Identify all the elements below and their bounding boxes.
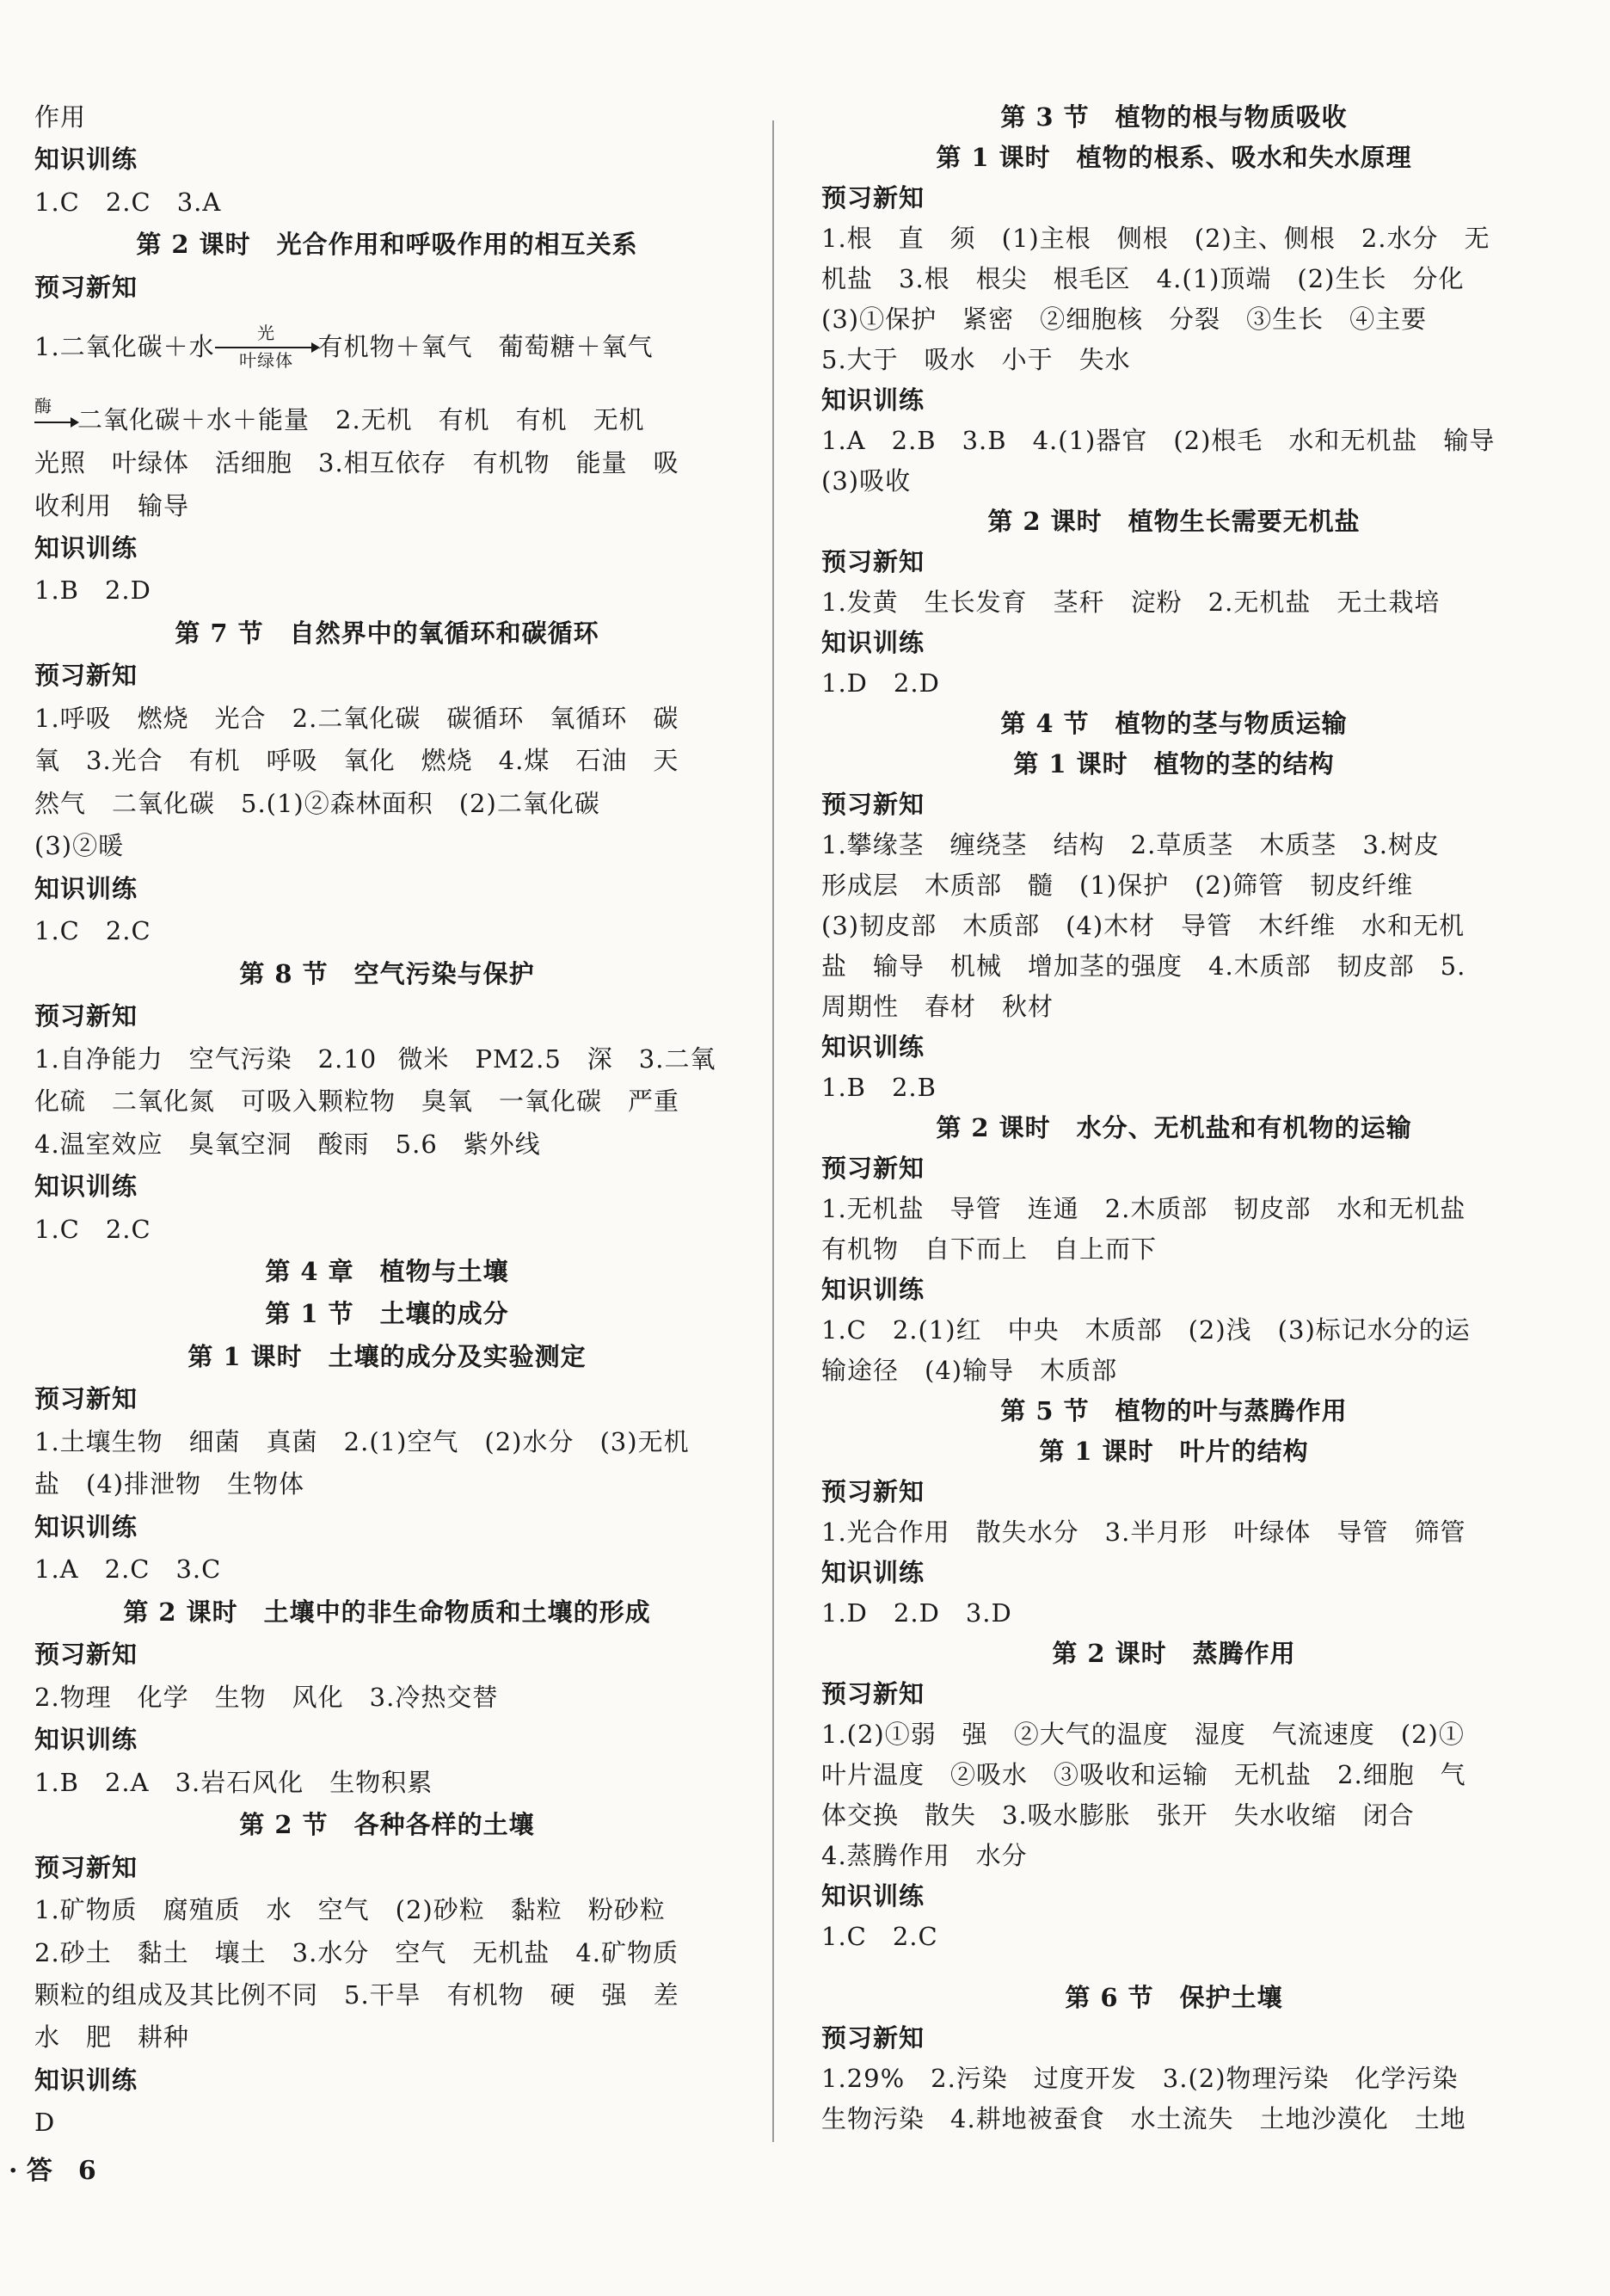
- equation-right: 二氧化碳＋水＋能量 2.无机 有机 有机 无机: [77, 405, 645, 434]
- section-label: 知识训练: [34, 2065, 138, 2095]
- section-heading: 第 7 节 自然界中的氧循环和碳循环: [175, 619, 599, 648]
- section-label: 预习新知: [34, 1853, 138, 1882]
- answer-line: 然气 二氧化碳 5.(1)②森林面积 (2)二氧化碳: [34, 789, 600, 818]
- arrow-line: [34, 422, 77, 423]
- section-label: 预习新知: [821, 547, 925, 576]
- answer-line: 2.砂土 黏土 壤土 3.水分 空气 无机盐 4.矿物质: [34, 1938, 679, 1967]
- answer-line: 1.C 2.C: [34, 916, 151, 945]
- answer-line: 1.C 2.C 3.A: [34, 188, 222, 217]
- answer-line: 1.无机盐 导管 连通 2.木质部 韧皮部 水和无机盐: [821, 1194, 1466, 1223]
- section-heading: 第 2 节 各种各样的土壤: [239, 1810, 535, 1839]
- answer-line: 形成层 木质部 髓 (1)保护 (2)筛管 韧皮纤维: [821, 871, 1414, 900]
- equation-left: 1.二氧化碳＋水: [34, 332, 215, 361]
- section-label: 知识训练: [821, 1032, 925, 1062]
- answer-line: 1.土壤生物 细菌 真菌 2.(1)空气 (2)水分 (3)无机: [34, 1427, 690, 1456]
- answer-line: 5.大于 吸水 小于 失水: [821, 345, 1131, 374]
- answer-line: 1.攀缘茎 缠绕茎 结构 2.草质茎 木质茎 3.树皮: [821, 830, 1441, 859]
- section-heading: 第 2 课时 土壤中的非生命物质和土壤的形成: [123, 1597, 651, 1627]
- answer-line: 1.B 2.D: [34, 576, 151, 605]
- section-label: 预习新知: [821, 183, 925, 212]
- section-label: 预习新知: [821, 1477, 925, 1506]
- answer-line: (3)②暖: [34, 831, 125, 860]
- answer-line: 1.矿物质 腐殖质 水 空气 (2)砂粒 黏粒 粉砂粒: [34, 1895, 666, 1924]
- answer-line: 叶片温度 ②吸水 ③吸收和运输 无机盐 2.细胞 气: [821, 1760, 1466, 1789]
- answer-line: 生物污染 4.耕地被蚕食 水土流失 土地沙漠化 土地: [821, 2104, 1466, 2133]
- section-heading: 第 3 节 植物的根与物质吸收: [1000, 102, 1348, 132]
- answer-line: 1.(2)①弱 强 ②大气的温度 湿度 气流速度 (2)①: [821, 1720, 1465, 1749]
- section-heading: 第 2 课时 水分、无机盐和有机物的运输: [936, 1113, 1412, 1142]
- section-label: 知识训练: [821, 385, 925, 415]
- answer-line: 1.D 2.D 3.D: [821, 1598, 1012, 1628]
- section-label: 预习新知: [34, 1384, 138, 1413]
- section-label: 预习新知: [821, 790, 925, 819]
- answer-line: 收利用 输导: [34, 491, 190, 520]
- answer-line: 1.A 2.C 3.C: [34, 1554, 222, 1584]
- section-heading: 第 1 课时 植物的根系、吸水和失水原理: [936, 143, 1412, 172]
- answer-line: 体交换 散失 3.吸水膨胀 张开 失水收缩 闭合: [821, 1800, 1415, 1830]
- answer-line: 氧 3.光合 有机 呼吸 氧化 燃烧 4.煤 石油 天: [34, 746, 679, 775]
- answer-line: D: [34, 2108, 56, 2137]
- section-label: 知识训练: [34, 874, 138, 903]
- section-label: 知识训练: [34, 533, 138, 563]
- answer-line: 化硫 二氧化氮 可吸入颗粒物 臭氧 一氧化碳 严重: [34, 1086, 680, 1116]
- answer-line: 1.自净能力 空气污染 2.10 微米 PM2.5 深 3.二氧: [34, 1044, 716, 1074]
- answer-line: 2.物理 化学 生物 风化 3.冷热交替: [34, 1683, 499, 1712]
- section-heading: 第 6 节 保护土壤: [1065, 1983, 1283, 2012]
- section-label: 预习新知: [34, 1001, 138, 1031]
- arrow-condition-top: 酶: [34, 396, 52, 416]
- section-heading: 第 2 课时 蒸腾作用: [1052, 1639, 1296, 1668]
- answer-line: 盐 (4)排泄物 生物体: [34, 1469, 305, 1499]
- equation-photosynthesis: [34, 323, 740, 371]
- answer-line: 1.D 2.D: [821, 668, 940, 698]
- section-label: 预习新知: [821, 1679, 925, 1708]
- section-heading: 第 4 章 植物与土壤: [265, 1257, 509, 1286]
- answer-line: (3)吸收: [821, 466, 912, 496]
- answer-line: 水 肥 耕种: [34, 2022, 190, 2052]
- section-label: 预习新知: [821, 2023, 925, 2053]
- answer-line: 盐 输导 机械 增加茎的强度 4.木质部 韧皮部 5.: [821, 951, 1466, 981]
- answer-line: 输途径 (4)输导 木质部: [821, 1356, 1118, 1385]
- answer-line: 颗粒的组成及其比例不同 5.干旱 有机物 硬 强 差: [34, 1980, 679, 2010]
- answer-line: 1.A 2.B 3.B 4.(1)器官 (2)根毛 水和无机盐 输导: [821, 426, 1496, 455]
- answer-line: 1.C 2.C: [34, 1215, 151, 1244]
- section-label: 知识训练: [34, 1172, 138, 1201]
- answer-line: (3)韧皮部 木质部 (4)木材 导管 木纤维 水和无机: [821, 911, 1466, 940]
- answer-line: (3)①保护 紧密 ②细胞核 分裂 ③生长 ④主要: [821, 305, 1428, 334]
- section-heading: 第 8 节 空气污染与保护: [239, 959, 535, 988]
- section-label: 知识训练: [34, 145, 138, 174]
- section-heading: 第 1 课时 叶片的结构: [1039, 1437, 1309, 1466]
- reaction-arrow-light: [215, 323, 318, 371]
- section-heading: 第 1 课时 植物的茎的结构: [1013, 749, 1335, 779]
- answer-line: 光照 叶绿体 活细胞 3.相互依存 有机物 能量 吸: [34, 448, 679, 477]
- section-heading: 第 2 课时 植物生长需要无机盐: [987, 507, 1361, 536]
- answer-line: 1.C 2.(1)红 中央 木质部 (2)浅 (3)标记水分的运: [821, 1315, 1471, 1345]
- answer-line: 1.呼吸 燃烧 光合 2.二氧化碳 碳循环 氧循环 碳: [34, 704, 679, 733]
- arrow-condition-top: 光: [257, 323, 276, 343]
- section-label: 预习新知: [821, 1154, 925, 1183]
- equation-respiration: [34, 396, 740, 440]
- section-heading: 第 5 节 植物的叶与蒸腾作用: [1000, 1396, 1348, 1425]
- answer-line: 1.29% 2.污染 过度开发 3.(2)物理污染 化学污染: [821, 2064, 1459, 2093]
- answer-line: 1.C 2.C: [821, 1922, 938, 1951]
- answer-line: 1.光合作用 散失水分 3.半月形 叶绿体 导管 筛管: [821, 1517, 1466, 1547]
- section-heading: 第 4 节 植物的茎与物质运输: [1000, 709, 1348, 738]
- answer-line: 1.B 2.B: [821, 1073, 937, 1102]
- section-label: 预习新知: [34, 661, 138, 690]
- equation-right: 有机物＋氧气 葡萄糖＋氧气: [317, 332, 654, 361]
- answer-line: 4.蒸腾作用 水分: [821, 1841, 1028, 1870]
- answer-line: 1.B 2.A 3.岩石风化 生物积累: [34, 1768, 433, 1797]
- section-heading: 第 2 课时 光合作用和呼吸作用的相互关系: [136, 230, 638, 259]
- arrow-line: [215, 347, 318, 348]
- section-label: 知识训练: [821, 1275, 925, 1304]
- answer-line: 有机物 自下而上 自上而下: [821, 1234, 1158, 1264]
- section-label: 知识训练: [821, 628, 925, 657]
- page-footer: · 答 6: [9, 2156, 96, 2186]
- answer-line: 作用: [34, 102, 87, 132]
- section-label: 知识训练: [34, 1512, 138, 1542]
- section-heading: 第 1 节 土壤的成分: [265, 1299, 509, 1328]
- section-label: 知识训练: [821, 1881, 925, 1911]
- section-label: 预习新知: [34, 1640, 138, 1669]
- column-divider: [772, 120, 774, 2142]
- reaction-arrow-enzyme: [34, 396, 77, 442]
- answer-line: 1.发黄 生长发育 茎秆 淀粉 2.无机盐 无土栽培: [821, 588, 1441, 617]
- answer-line: 1.根 直 须 (1)主根 侧根 (2)主、侧根 2.水分 无: [821, 224, 1490, 253]
- answer-line: 周期性 春材 秋材: [821, 992, 1054, 1021]
- section-label: 知识训练: [821, 1558, 925, 1587]
- section-heading: 第 1 课时 土壤的成分及实验测定: [187, 1342, 587, 1371]
- arrow-condition-bottom: 叶绿体: [239, 350, 294, 371]
- answer-line: 机盐 3.根 根尖 根毛区 4.(1)顶端 (2)生长 分化: [821, 264, 1465, 293]
- answer-line: 4.温室效应 臭氧空洞 酸雨 5.6 紫外线: [34, 1130, 541, 1159]
- section-label: 知识训练: [34, 1725, 138, 1754]
- section-label: 预习新知: [34, 273, 138, 302]
